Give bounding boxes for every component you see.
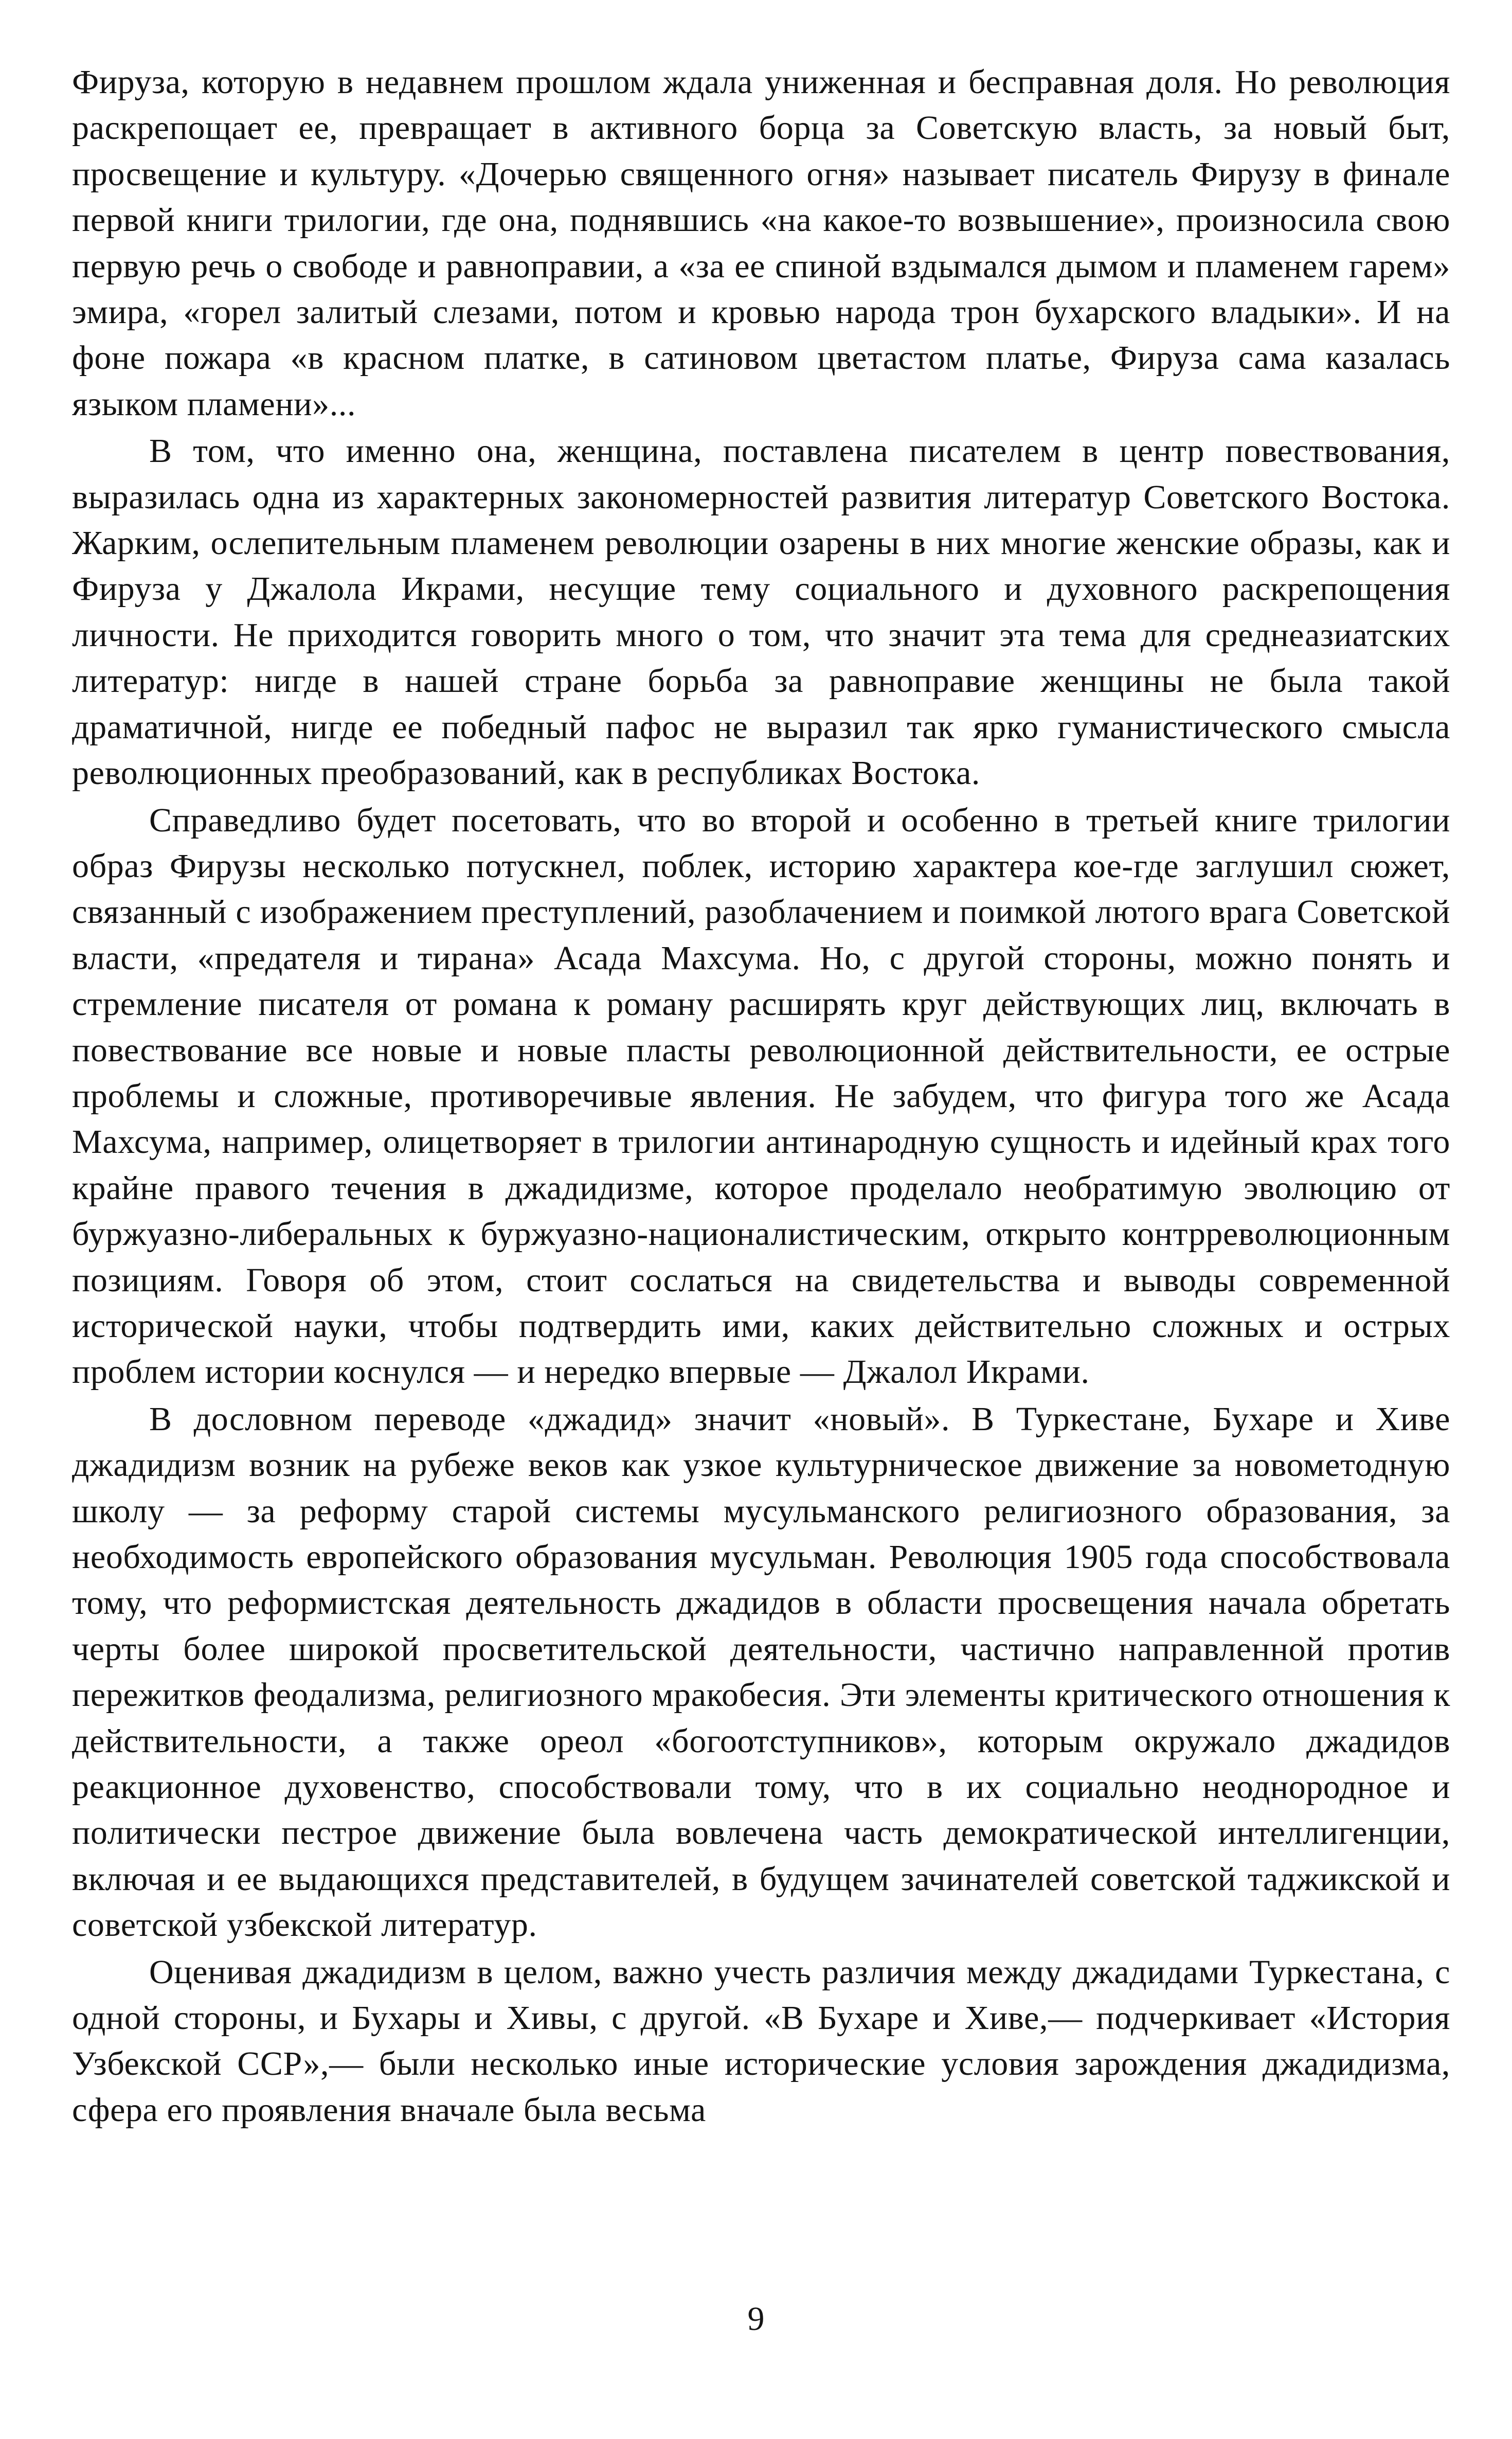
page-number: 9	[747, 2300, 765, 2338]
page-body	[72, 59, 1450, 2134]
paragraph-5: Оценивая джадидизм в целом, важно учесть различия между джадидами Туркестана, с одной стороны, и Бухары и Хивы, с другой. «В Бухаре и Хиве,— подчеркивает «История Узбекской ССР»,— были несколько иные исторические условия зарождения джадидизма, сфера его проявления вначале была весьма	[72, 1953, 1450, 2129]
paragraph-2: В том, что именно она, женщина, поставлена писателем в центр повествования, выразилась одна из характерных закономерностей развития литератур Советского Востока. Жарким, ослепительным пламенем революции озарены в них многие женские образы, как и Фируза у Джалола Икрами, несущие тему социального и духовного раскрепощения личности. Не приходится говорить много о том, что значит эта тема для среднеазиатских литератур: нигде в нашей стране борьба за равноправие женщины не была такой драматичной, нигде ее победный пафос не выразил так ярко гуманистического смысла революционных преобразований, как в республиках Востока.	[72, 432, 1450, 792]
paragraph-1: Фируза, которую в недавнем прошлом ждала униженная и бесправная доля. Но революция раскрепощает ее, превращает в активного борца за Советскую власть, за новый быт, просвещение и культуру. «Дочерью священного огня» называет писатель Фирузу в финале первой книги трилогии, где она, поднявшись «на какое-то возвышение», произносила свою первую речь о свободе и равноправии, а «за ее спиной вздымался дымом и пламенем гарем» эмира, «горел залитый слезами, потом и кровью народа трон бухарского владыки». И на фоне пожара «в красном платке, в сатиновом цветастом платье, Фируза сама казалась языком пламени»...	[72, 63, 1450, 423]
paragraph-4: В дословном переводе «джадид» значит «новый». В Туркестане, Бухаре и Хиве джадидизм возник на рубеже веков как узкое культурническое движение за новометодную школу — за реформу старой системы мусульманского религиозного образования, за необходимость европейского образования мусульман. Революция 1905 года способствовала тому, что реформистская деятельность джадидов в области просвещения начала обретать черты более широкой просветительской деятельности, частично направленной против пережитков феодализма, религиозного мракобесия. Эти элементы критического отношения к действительности, а также ореол «богоотступников», которым окружало джадидов реакционное духовенство, способствовали тому, что в их социально неоднородное и политически пестрое движение была вовлечена часть демократической интеллигенции, включая и ее выдающихся представителей, в будущем зачинателей советской таджикской и советской узбекской литератур.	[72, 1400, 1450, 1944]
paragraph-3: Справедливо будет посетовать, что во второй и особенно в третьей книге трилогии образ Фирузы несколько потускнел, поблек, историю характера кое-где заглушил сюжет, связанный с изображением преступлений, разоблачением и поимкой лютого врага Советской власти, «предателя и тирана» Асада Махсума. Но, с другой стороны, можно понять и стремление писателя от романа к роману расширять круг действующих лиц, включать в повествование все новые и новые пласты революционной действительности, ее острые проблемы и сложные, противоречивые явления. Не забудем, что фигура того же Асада Махсума, например, олицетворяет в трилогии антинародную сущность и идейный крах того крайне правого течения в джадидизме, которое проделало необратимую эволюцию от буржуазно-либеральных к буржуазно-националистическим, открыто контрреволюционным позициям. Говоря об этом, стоит сослаться на свидетельства и выводы современной исторической науки, чтобы подтвердить ими, каких действительно сложных и острых проблем истории коснулся — и нередко впервые — Джалол Икрами.	[72, 801, 1450, 1391]
